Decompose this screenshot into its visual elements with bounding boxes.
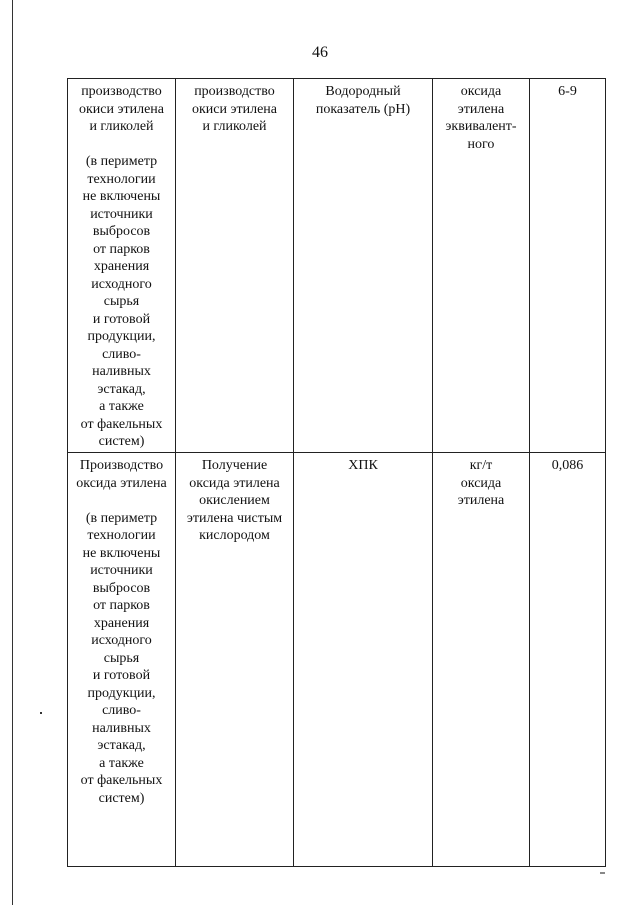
value-cell: 6-9 <box>530 79 606 453</box>
unit-cell: кг/т оксида этилена <box>433 453 530 867</box>
technology-cell: производство окиси этилена и гликолей <box>176 79 294 453</box>
production-process-cell: производство окиси этилена и гликолей (в периметр технологии не включены источники выбросов от парков хранения исходного сырья и готовой продукции, сливо- наливных эстакад, а также от факельных систем) <box>68 79 176 453</box>
page-number: 46 <box>312 44 328 61</box>
emissions-table <box>67 78 606 867</box>
parameter-cell: Водородный показатель (pH) <box>294 79 433 453</box>
production-process-cell: Производство оксида этилена (в периметр технологии не включены источники выбросов от парков хранения исходного сырья и готовой продукции, сливо- наливных эстакад, а также от факельных систем) <box>68 453 176 867</box>
unit-cell: оксида этилена эквивалент- ного <box>433 79 530 453</box>
table-row <box>68 79 606 453</box>
scan-speck <box>40 712 42 714</box>
scan-mark <box>600 872 605 874</box>
value-cell: 0,086 <box>530 453 606 867</box>
technology-cell: Получение оксида этилена окислением этилена чистым кислородом <box>176 453 294 867</box>
table-row <box>68 453 606 867</box>
parameter-cell: ХПК <box>294 453 433 867</box>
